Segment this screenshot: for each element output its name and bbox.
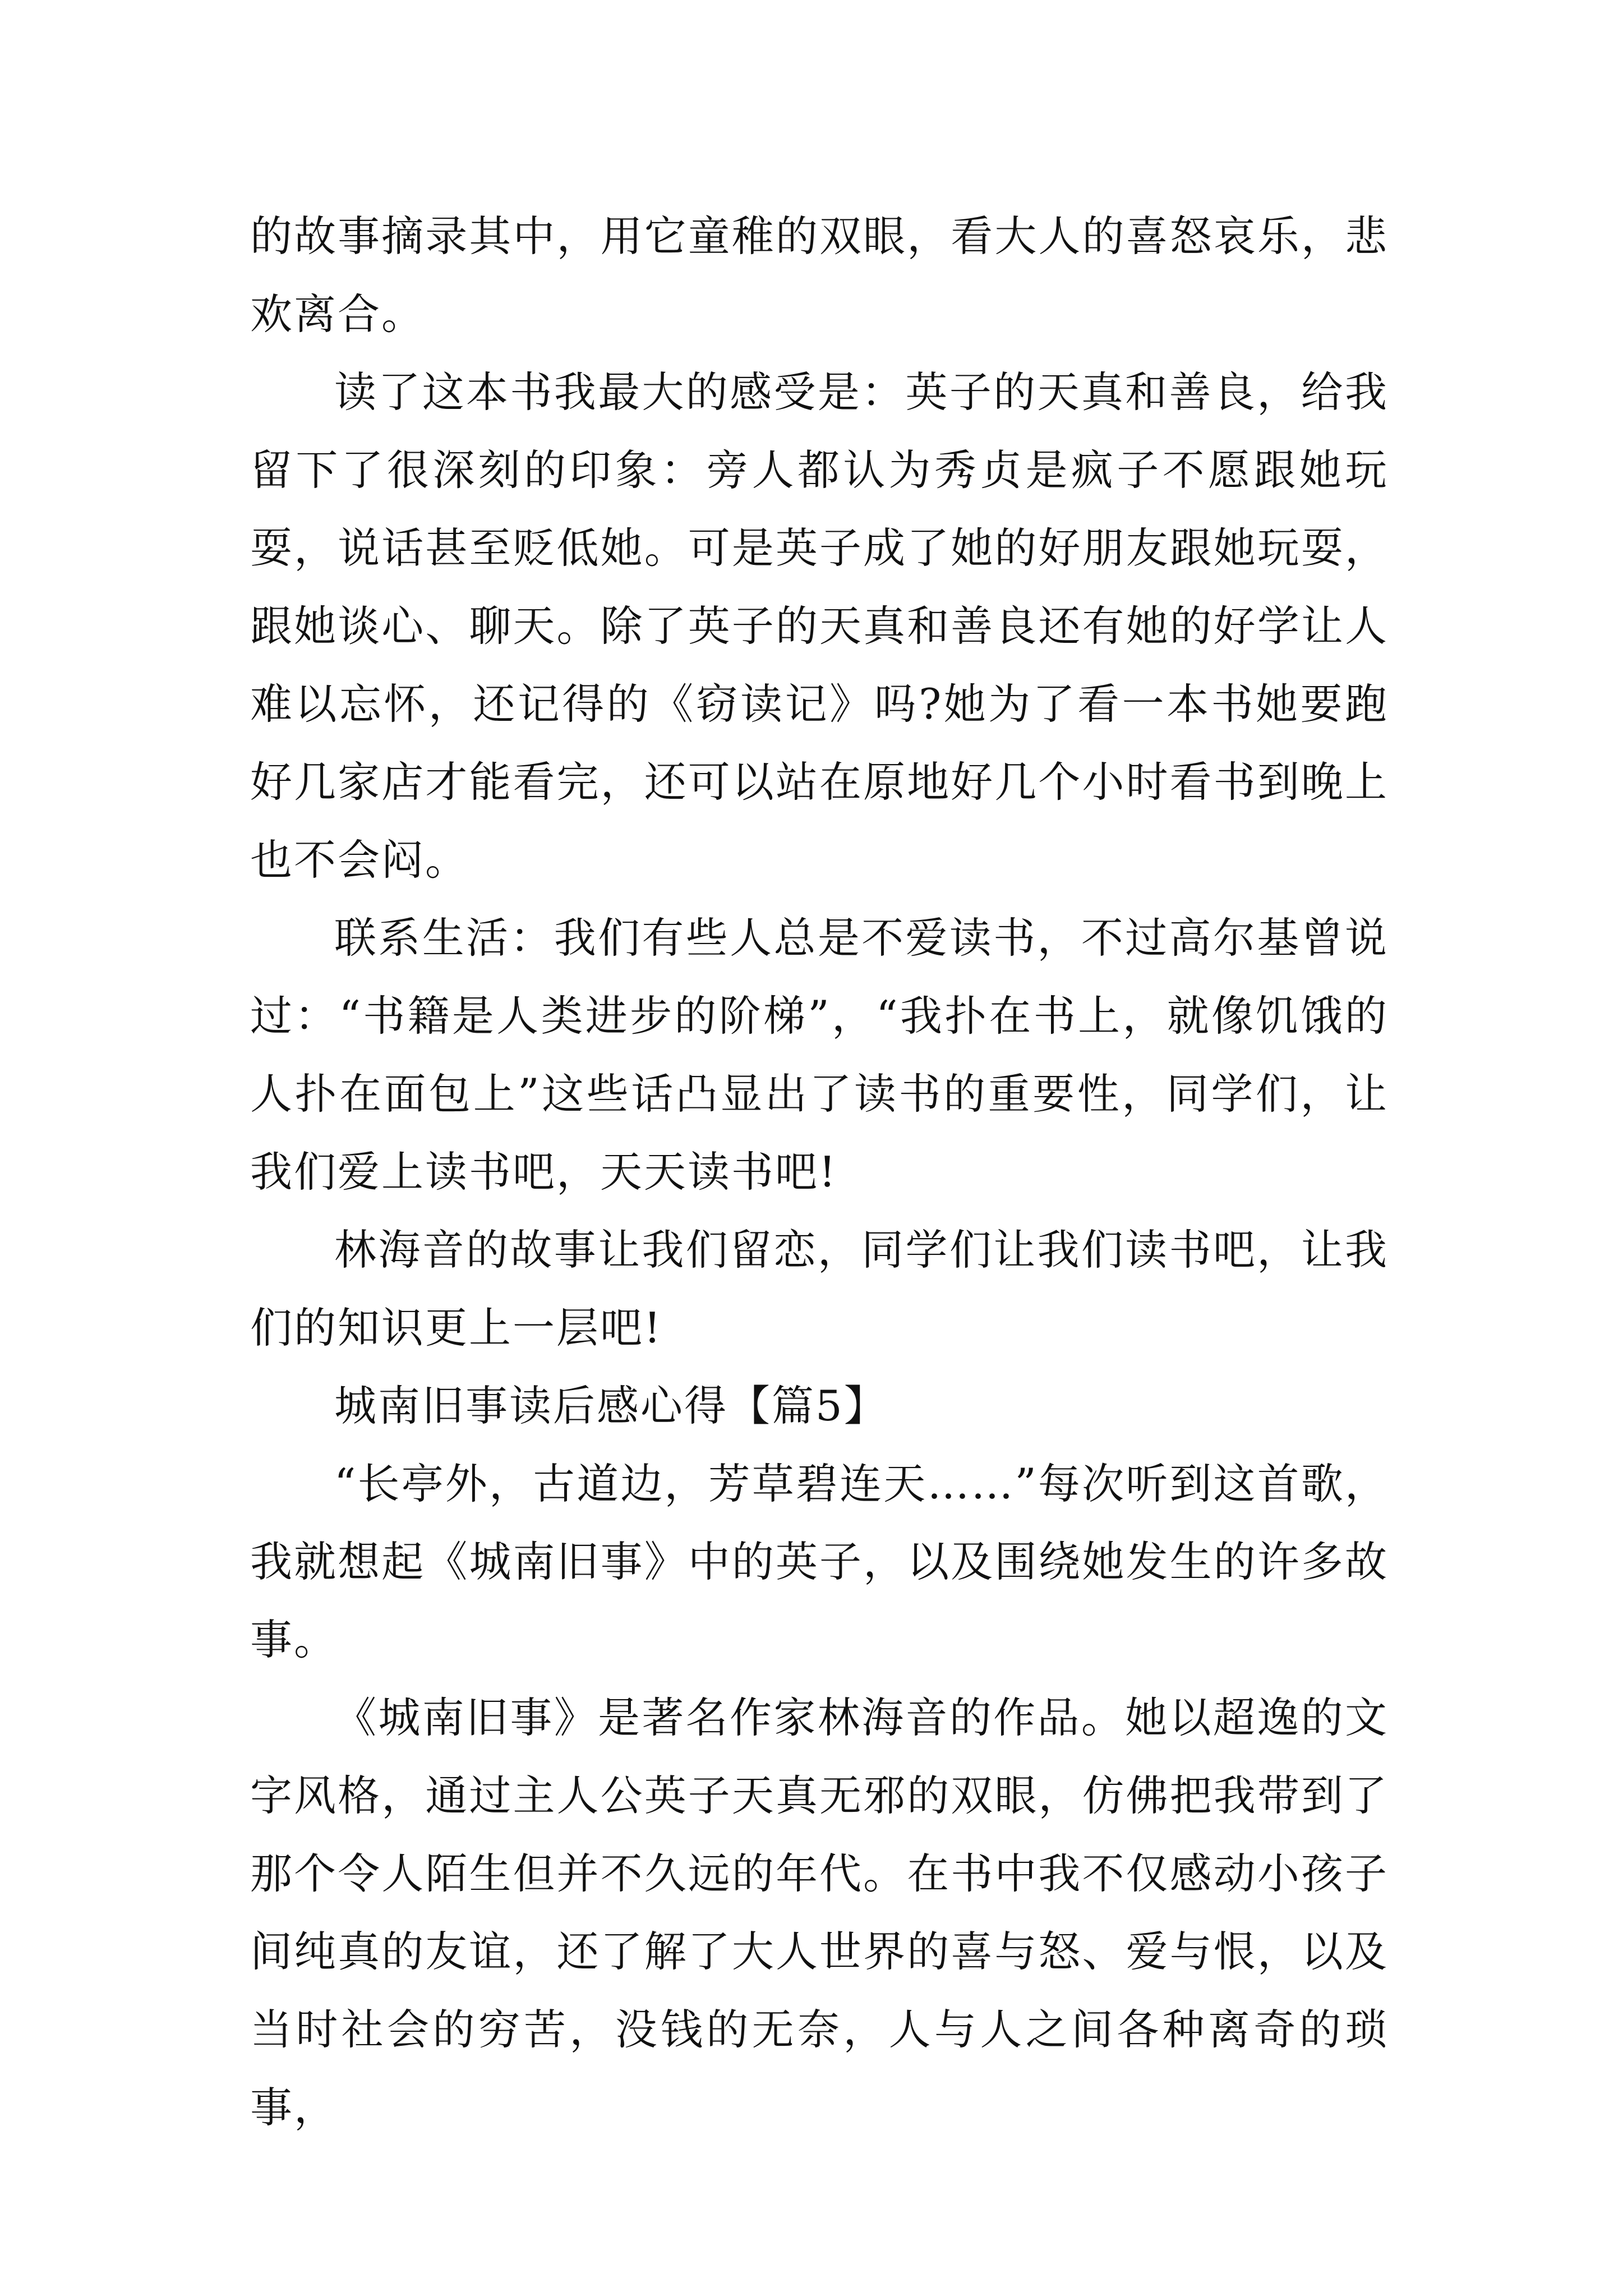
section-heading: 城南旧事读后感心得【篇5】 [334, 1381, 888, 1430]
paragraph-song: “长亭外，古道边，芳草碧连天……”每次听到这首歌，我就想起《城南旧事》中的英子，以及围绕她发生的许多故事。 [250, 1459, 1389, 1664]
paragraph-conclusion: 林海音的故事让我们留恋，同学们让我们读书吧，让我们的知识更上一层吧! [250, 1225, 1389, 1352]
paragraph-book-intro: 《城南旧事》是著名作家林海音的作品。她以超逸的文字风格，通过主人公英子天真无邪的双眼，仿佛把我带到了那个令人陌生但并不久远的年代。在书中我不仅感动小孩子间纯真的友谊，还了解了大人世界的喜与怒、爱与恨，以及当时社会的穷苦，没钱的无奈，人与人之间各种离奇的琐事， [250, 1693, 1389, 2132]
paragraph-life: 联系生活：我们有些人总是不爱读书，不过高尔基曾说过：“书籍是人类进步的阶梯”，“我扑在书上，就像饥饿的人扑在面包上”这些话凸显出了读书的重要性，同学们，让我们爱上读书吧，天天读书吧! [250, 913, 1389, 1197]
paragraph-continued: 的故事摘录其中，用它童稚的双眼，看大人的喜怒哀乐，悲欢离合。 [250, 211, 1389, 339]
paragraph-feeling: 读了这本书我最大的感受是：英子的天真和善良，给我留下了很深刻的印象：旁人都认为秀贞是疯子不愿跟她玩耍，说话甚至贬低她。可是英子成了她的好朋友跟她玩耍，跟她谈心、聊天。除了英子的天真和善良还有她的好学让人难以忘怀，还记得的《窃读记》吗?她为了看一本书她要跑好几家店才能看完，还可以站在原地好几个小时看书到晚上也不会闷。 [250, 367, 1389, 885]
body-text [250, 197, 1389, 2147]
